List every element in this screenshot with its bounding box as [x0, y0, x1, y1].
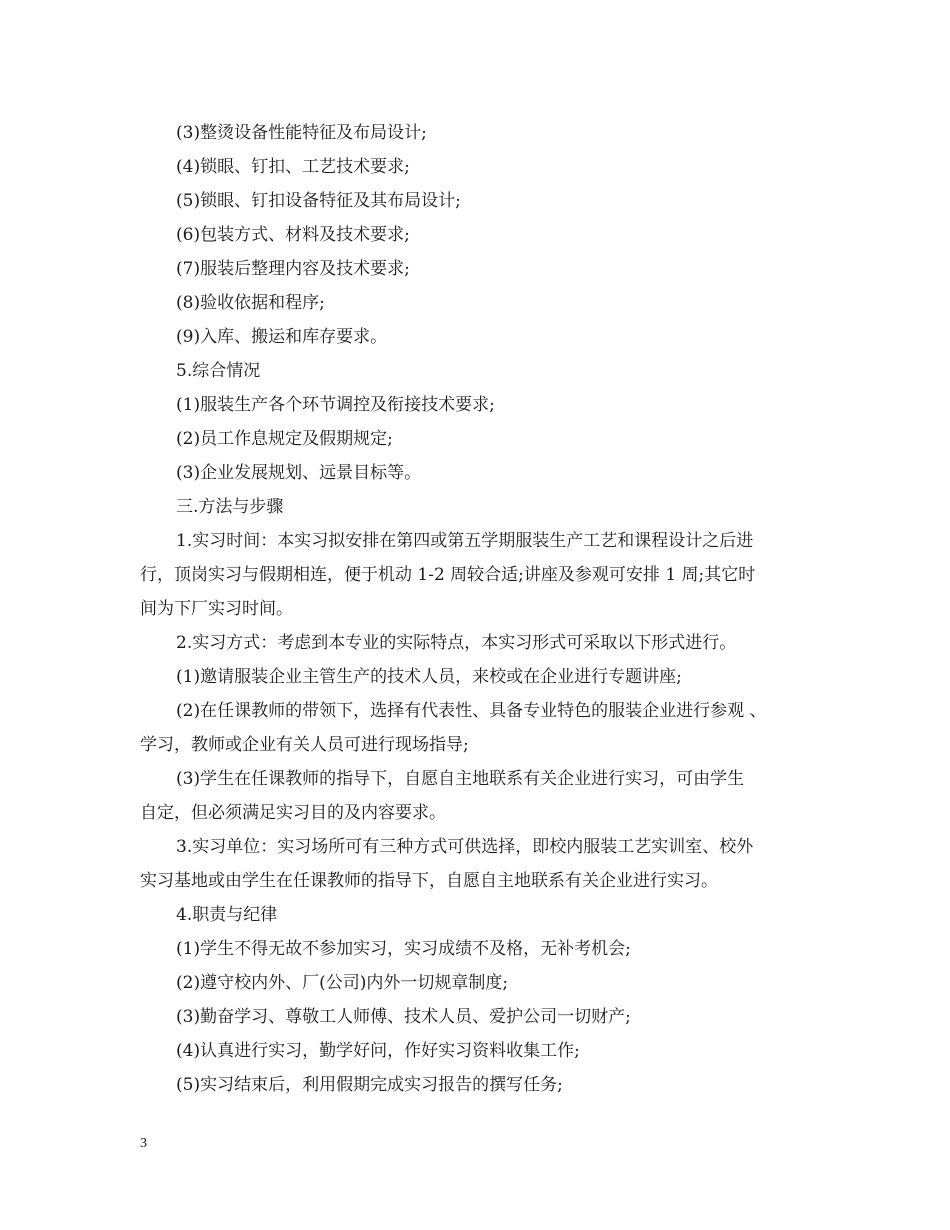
paragraph-line: 3.实习单位：实习场所可有三种方式可供选择，即校内服装工艺实训室、校外	[176, 837, 754, 857]
list-item: (1)学生不得无故不参加实习，实习成绩不及格，无补考机会;	[176, 939, 631, 959]
list-item: (5)实习结束后，利用假期完成实习报告的撰写任务;	[176, 1075, 563, 1095]
paragraph-line: 1.实习时间：本实习拟安排在第四或第五学期服装生产工艺和课程设计之后进	[176, 531, 754, 551]
list-item: (8)验收依据和程序;	[176, 293, 325, 313]
section-heading: 5.综合情况	[176, 361, 261, 381]
paragraph-line: 实习基地或由学生在任课教师的指导下，自愿自主地联系有关企业进行实习。	[140, 871, 718, 891]
list-item: (9)入库、搬运和库存要求。	[176, 327, 388, 347]
list-item-continuation: 自定，但必须满足实习目的及内容要求。	[140, 803, 446, 823]
list-item: (1)服装生产各个环节调控及衔接技术要求;	[176, 395, 495, 415]
list-item: (2)在任课教师的带领下，选择有代表性、具备专业特色的服装企业进行参观 、	[176, 701, 767, 721]
list-item: (3)学生在任课教师的指导下，自愿自主地联系有关企业进行实习，可由学生	[176, 769, 745, 789]
section-heading: 三.方法与步骤	[176, 497, 284, 517]
section-heading: 4.职责与纪律	[176, 905, 278, 925]
list-item: (1)邀请服装企业主管生产的技术人员，来校或在企业进行专题讲座;	[176, 667, 682, 687]
paragraph-line: 2.实习方式：考虑到本专业的实际特点，本实习形式可采取以下形式进行。	[176, 633, 737, 653]
list-item: (6)包装方式、材料及技术要求;	[176, 225, 410, 245]
list-item-continuation: 学习，教师或企业有关人员可进行现场指导;	[140, 735, 469, 755]
paragraph-line: 行，顶岗实习与假期相连，便于机动 1-2 周较合适;讲座及参观可安排 1 周;其它时	[140, 565, 756, 585]
list-item: (2)遵守校内外、厂(公司)内外一切规章制度;	[176, 973, 509, 993]
list-item: (4)认真进行实习，勤学好问，作好实习资料收集工作;	[176, 1041, 580, 1061]
list-item: (7)服装后整理内容及技术要求;	[176, 259, 410, 279]
list-item: (2)员工作息规定及假期规定;	[176, 429, 393, 449]
list-item: (3)勤奋学习、尊敬工人师傅、技术人员、爱护公司一切财产;	[176, 1007, 631, 1027]
page-number: 3	[140, 1136, 147, 1151]
list-item: (3)企业发展规划、远景目标等。	[176, 463, 422, 483]
list-item: (3)整烫设备性能特征及布局设计;	[176, 123, 427, 143]
paragraph-line: 间为下厂实习时间。	[140, 599, 293, 619]
list-item: (4)锁眼、钉扣、工艺技术要求;	[176, 157, 410, 177]
list-item: (5)锁眼、钉扣设备特征及其布局设计;	[176, 191, 461, 211]
document-body	[140, 116, 812, 1102]
